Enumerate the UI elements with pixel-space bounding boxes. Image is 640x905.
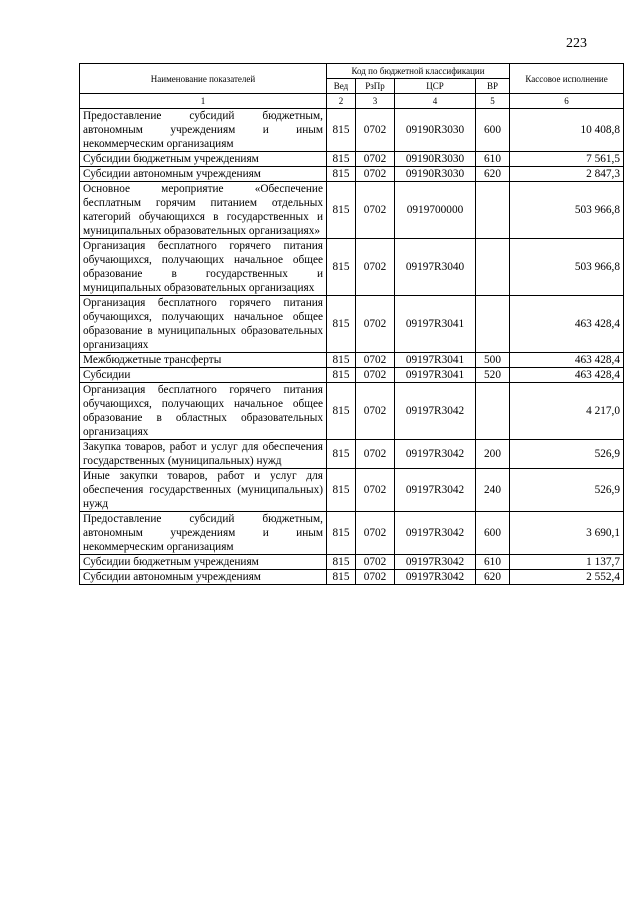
row-rzpr: 0702 (356, 182, 395, 239)
row-rzpr: 0702 (356, 469, 395, 512)
row-ved: 815 (327, 368, 356, 383)
row-csr: 09190R3030 (395, 109, 476, 152)
row-vr (476, 296, 510, 353)
table-row (80, 167, 624, 182)
row-name: Субсидии автономным учреждениям (80, 167, 327, 182)
table-row (80, 152, 624, 167)
row-csr: 09197R3042 (395, 512, 476, 555)
row-csr: 0919700000 (395, 182, 476, 239)
row-vr: 610 (476, 555, 510, 570)
row-ved: 815 (327, 167, 356, 182)
row-amount: 3 690,1 (510, 512, 624, 555)
row-ved: 815 (327, 469, 356, 512)
row-csr: 09190R3030 (395, 167, 476, 182)
header-csr: ЦСР (395, 79, 476, 94)
row-ved: 815 (327, 383, 356, 440)
row-csr: 09197R3041 (395, 353, 476, 368)
row-amount: 1 137,7 (510, 555, 624, 570)
index-cell: 5 (476, 94, 510, 109)
table-body (80, 109, 624, 585)
row-vr (476, 182, 510, 239)
row-rzpr: 0702 (356, 555, 395, 570)
row-ved: 815 (327, 353, 356, 368)
row-amount: 463 428,4 (510, 368, 624, 383)
row-ved: 815 (327, 152, 356, 167)
row-csr: 09197R3042 (395, 570, 476, 585)
row-ved: 815 (327, 570, 356, 585)
row-vr: 240 (476, 469, 510, 512)
row-rzpr: 0702 (356, 383, 395, 440)
table-row (80, 182, 624, 239)
budget-execution-table (79, 63, 624, 585)
table-row (80, 555, 624, 570)
row-rzpr: 0702 (356, 512, 395, 555)
row-csr: 09197R3042 (395, 383, 476, 440)
row-amount: 10 408,8 (510, 109, 624, 152)
row-vr: 620 (476, 167, 510, 182)
index-cell: 3 (356, 94, 395, 109)
row-vr (476, 383, 510, 440)
row-ved: 815 (327, 512, 356, 555)
table-row (80, 440, 624, 469)
row-name: Иные закупки товаров, работ и услуг для обеспечения государственных (муниципальных) нужд (80, 469, 327, 512)
row-vr: 600 (476, 512, 510, 555)
index-cell: 1 (80, 94, 327, 109)
header-ved: Вед (327, 79, 356, 94)
row-rzpr: 0702 (356, 440, 395, 469)
row-name: Предоставление субсидий бюджетным, автономным учреждениям и иным некоммерческим организациям (80, 109, 327, 152)
row-amount: 7 561,5 (510, 152, 624, 167)
row-vr: 620 (476, 570, 510, 585)
row-ved: 815 (327, 555, 356, 570)
page-number: 223 (566, 36, 587, 51)
row-name: Организация бесплатного горячего питания обучающихся, получающих начальное общее образование в областных образовательных организациях (80, 383, 327, 440)
row-vr: 600 (476, 109, 510, 152)
header-name: Наименование показателей (80, 64, 327, 94)
row-amount: 503 966,8 (510, 182, 624, 239)
index-cell: 6 (510, 94, 624, 109)
header-amount: Кассовое исполнение (510, 64, 624, 94)
table-row (80, 570, 624, 585)
row-amount: 4 217,0 (510, 383, 624, 440)
table-row (80, 296, 624, 353)
row-ved: 815 (327, 440, 356, 469)
table-row (80, 368, 624, 383)
row-rzpr: 0702 (356, 152, 395, 167)
row-name: Субсидии бюджетным учреждениям (80, 555, 327, 570)
row-ved: 815 (327, 296, 356, 353)
row-csr: 09197R3041 (395, 368, 476, 383)
row-amount: 2 552,4 (510, 570, 624, 585)
header-vr: ВР (476, 79, 510, 94)
table-row (80, 239, 624, 296)
row-amount: 463 428,4 (510, 353, 624, 368)
row-ved: 815 (327, 182, 356, 239)
row-name: Организация бесплатного горячего питания обучающихся, получающих начальное общее образование в муниципальных образовательных организациях (80, 296, 327, 353)
row-vr (476, 239, 510, 296)
table-row (80, 383, 624, 440)
header-rzpr: РзПр (356, 79, 395, 94)
row-vr: 520 (476, 368, 510, 383)
row-name: Основное мероприятие «Обеспечение бесплатным горячим питанием отдельных категорий обучающихся в государственных и муниципальных образовательных организациях» (80, 182, 327, 239)
row-csr: 09197R3042 (395, 469, 476, 512)
row-rzpr: 0702 (356, 353, 395, 368)
row-rzpr: 0702 (356, 167, 395, 182)
table-row (80, 353, 624, 368)
row-ved: 815 (327, 239, 356, 296)
row-name: Субсидии (80, 368, 327, 383)
index-row (80, 94, 624, 109)
index-cell: 2 (327, 94, 356, 109)
row-rzpr: 0702 (356, 239, 395, 296)
row-vr: 610 (476, 152, 510, 167)
row-csr: 09197R3040 (395, 239, 476, 296)
row-csr: 09190R3030 (395, 152, 476, 167)
row-rzpr: 0702 (356, 296, 395, 353)
row-rzpr: 0702 (356, 109, 395, 152)
row-csr: 09197R3041 (395, 296, 476, 353)
row-csr: 09197R3042 (395, 555, 476, 570)
table-row (80, 512, 624, 555)
row-rzpr: 0702 (356, 570, 395, 585)
row-name: Межбюджетные трансферты (80, 353, 327, 368)
row-name: Субсидии автономным учреждениям (80, 570, 327, 585)
row-amount: 526,9 (510, 440, 624, 469)
row-amount: 2 847,3 (510, 167, 624, 182)
table-row (80, 109, 624, 152)
row-csr: 09197R3042 (395, 440, 476, 469)
row-name: Организация бесплатного горячего питания обучающихся, получающих начальное общее образование в государственных и муниципальных образовательных организациях (80, 239, 327, 296)
header-code-group: Код по бюджетной классификации (327, 64, 510, 79)
index-cell: 4 (395, 94, 476, 109)
row-vr: 200 (476, 440, 510, 469)
table-row (80, 469, 624, 512)
row-amount: 463 428,4 (510, 296, 624, 353)
row-amount: 526,9 (510, 469, 624, 512)
row-name: Субсидии бюджетным учреждениям (80, 152, 327, 167)
row-vr: 500 (476, 353, 510, 368)
row-rzpr: 0702 (356, 368, 395, 383)
row-name: Закупка товаров, работ и услуг для обеспечения государственных (муниципальных) нужд (80, 440, 327, 469)
row-amount: 503 966,8 (510, 239, 624, 296)
row-name: Предоставление субсидий бюджетным, автономным учреждениям и иным некоммерческим организациям (80, 512, 327, 555)
row-ved: 815 (327, 109, 356, 152)
